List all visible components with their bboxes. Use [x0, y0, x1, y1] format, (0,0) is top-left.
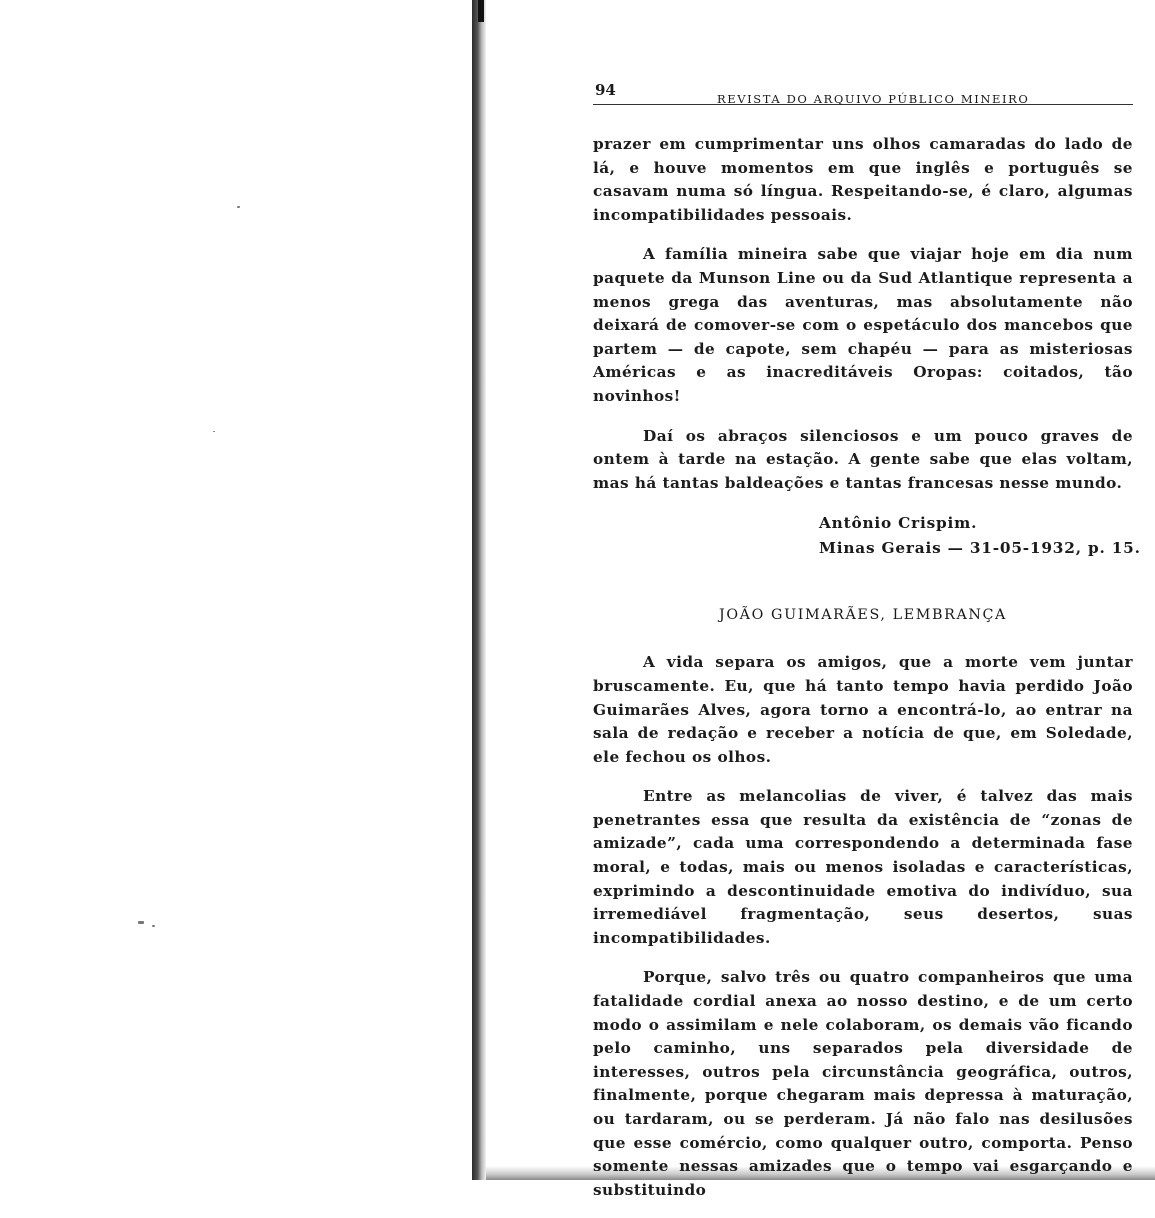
paragraph: prazer em cumprimentar uns olhos camaradas do lado de lá, e houve momentos em que inglês e português se casavam numa só língua. Respeitando-se, é claro, algumas incompatibilidades pessoais. [593, 135, 1133, 224]
book-gutter [472, 0, 486, 1180]
author-name: Antônio Crispim. [819, 514, 978, 533]
right-page [593, 78, 1141, 1218]
article-continuation [593, 133, 1141, 561]
left-page-blank [0, 0, 472, 1180]
page-speck [138, 921, 144, 924]
book-gutter-edge [478, 0, 484, 22]
signature-block [819, 511, 1141, 561]
paragraph: Daí os abraços silenciosos e um pouco graves de ontem à tarde na estação. A gente sabe que elas voltam, mas há tantas baldeações e tantas francesas nesse mundo. [593, 426, 1133, 492]
page-speck [152, 925, 155, 927]
paragraph: A família mineira sabe que viajar hoje em dia num paquete da Munson Line ou da Sud Atlantique representa a menos grega das aventuras, mas absolutamente não deixará de comover-se com o espetáculo dos mancebos que partem — de capote, sem chapéu — para as misteriosas Américas e as inacreditáveis Oropas: coitados, tão novinhos! [593, 245, 1133, 405]
article-title: JOÃO GUIMARÃES, LEMBRANÇA [719, 607, 1007, 624]
paragraph: Entre as melancolias de viver, é talvez das mais penetrantes essa que resulta da existência de “zonas de amizade”, cada uma correspondendo a determinada fase moral, e todas, mais ou menos isoladas e características, exprimindo a descontinuidade emotiva do indivíduo, sua irremediável fragmentação, seus desertos, suas incompatibilidades. [593, 787, 1133, 947]
page-speck [237, 206, 240, 208]
source-citation: Minas Gerais — 31-05-1932, p. 15. [819, 539, 1141, 558]
running-head [593, 78, 1133, 105]
running-title: REVISTA DO ARQUIVO PÚBLICO MINEIRO [717, 92, 1030, 106]
paragraph: A vida separa os amigos, que a morte vem juntar bruscamente. Eu, que há tanto tempo havia perdido João Guimarães Alves, agora torno a encontrá-lo, ao entrar na sala de redação e receber a notícia de que, em Soledade, ele fechou os olhos. [593, 653, 1133, 766]
page-number: 94 [595, 81, 616, 99]
page-speck [213, 431, 215, 432]
article-body [593, 651, 1133, 1202]
paragraph: Porque, salvo três ou quatro companheiros que uma fatalidade cordial anexa ao nosso destino, e de um certo modo o assimilam e nele colaboram, os demais vão ficando pelo caminho, uns separados pela diversidade de interesses, outros pela circunstância geográfica, outros, finalmente, porque chegaram mais depressa à maturação, ou tardaram, ou se perderam. Já não falo nas desilusões que esse comércio, como qualquer outro, comporta. Penso somente nessas amizades que o tempo vai esgarçando e substituindo [593, 968, 1133, 1199]
